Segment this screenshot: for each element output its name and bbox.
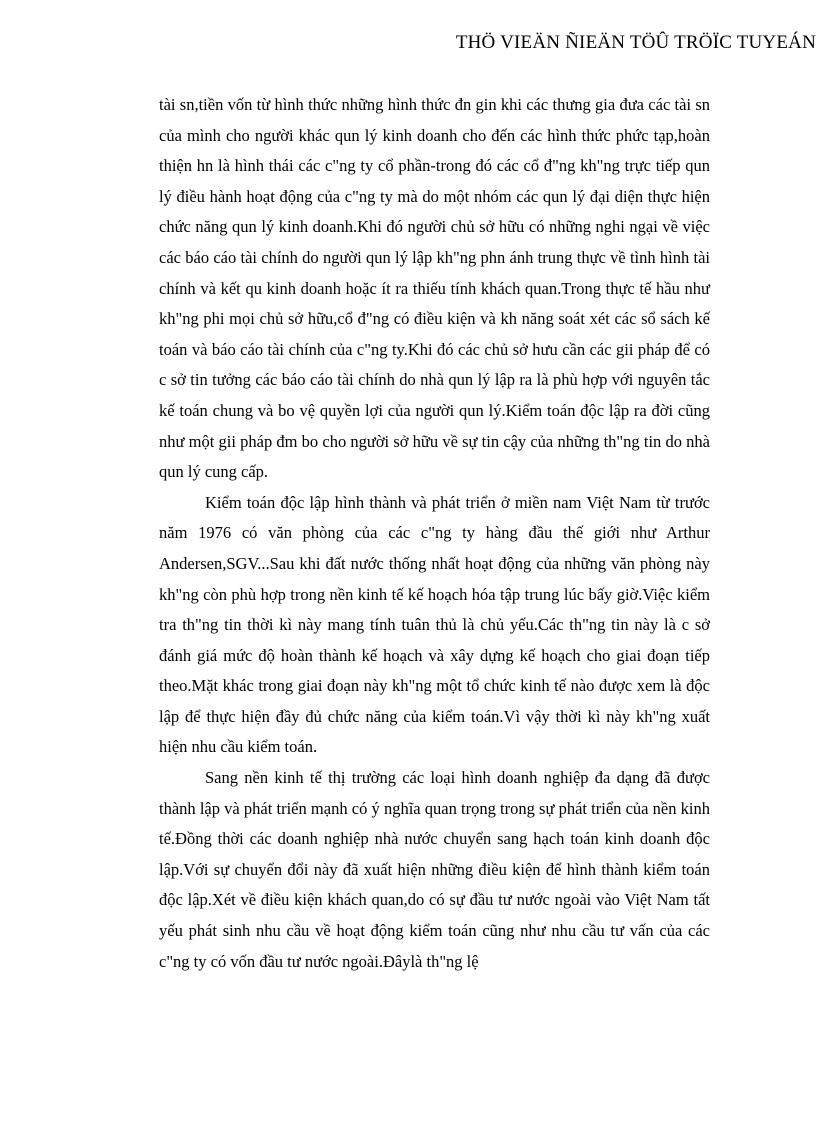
- paragraph-3: Sang nền kinh tế thị trường các loại hình doanh nghiệp đa dạng đã được thành lập và phát triển mạnh có ý nghĩa quan trọng trong sự phát triển của nền kinh tế.Đồng thời các doanh nghiệp nhà nước chuyển sang hạch toán kinh doanh độc lập.Với sự chuyển đổi này đã xuất hiện những điều kiện để hình thành kiểm toán độc lập.Xét về điều kiện khách quan,do có sự đầu tư nước ngoài vào Việt Nam tất yếu phát sinh nhu cầu về hoạt động kiểm toán cũng như nhu cầu tư vấn của các c"ng ty có vốn đầu tư nước ngoài.Đâylà th"ng lệ: [159, 768, 710, 971]
- page-header: THÖ VIEÄN ÑIEÄN TÖÛ TRÖÏC TUYEÁN: [455, 32, 816, 53]
- paragraph-2: Kiểm toán độc lập hình thành và phát triển ở miền nam Việt Nam từ trước năm 1976 có văn phòng của các c"ng ty hàng đầu thế giới như Arthur Andersen,SGV...Sau khi đất nước thống nhất hoạt động của những văn phòng này kh"ng còn phù hợp trong nền kinh tế kế hoạch hóa tập trung lúc bấy giờ.Việc kiểm tra th"ng tin thời kì này mang tính tuân thủ là chủ yếu.Các th"ng tin này là c sở đánh giá mức độ hoàn thành kế hoạch và xây dựng kế hoạch cho giai đoạn tiếp theo.Mặt khác trong giai đoạn này kh"ng một tổ chức kinh tế nào được xem là độc lập để thực hiện đầy đủ chức năng của kiểm toán.Vì vậy thời kì này kh"ng xuất hiện nhu cầu kiểm toán.: [159, 492, 710, 757]
- document-body: [159, 90, 710, 977]
- paragraph-1: tài sn,tiền vốn từ hình thức những hình thức đn gin khi các thưng gia đưa các tài sn của mình cho người khác qun lý kinh doanh cho đến các hình thức phức tạp,hoàn thiện hn là hình thái các c"ng ty cổ phần-trong đó các cổ đ"ng kh"ng trực tiếp qun lý điều hành hoạt động của c"ng ty mà do một nhóm các qun lý đại diện thực hiện chức năng qun lý kinh doanh.Khi đó người chủ sở hữu có những nghi ngại về việc các báo cáo tài chính do người qun lý lập kh"ng phn ánh trung thực về tình hình tài chính và kết qu kinh doanh hoặc ít ra thiếu tính khách quan.Trong thực tế hầu như kh"ng phi mọi chủ sở hữu,cổ đ"ng có điều kiện và kh năng soát xét các sổ sách kế toán và báo cáo tài chính của c"ng ty.Khi đó các chủ sở hưu cần các gii pháp để có c sở tin tưởng các báo cáo tài chính do nhà qun lý lập ra là phù hợp với nguyên tắc kế toán chung và bo vệ quyền lợi của người qun lý.Kiểm toán độc lập ra đời cũng như một gii pháp đm bo cho người sở hữu về sự tin cậy của những th"ng tin do nhà qun lý cung cấp.: [159, 95, 710, 482]
